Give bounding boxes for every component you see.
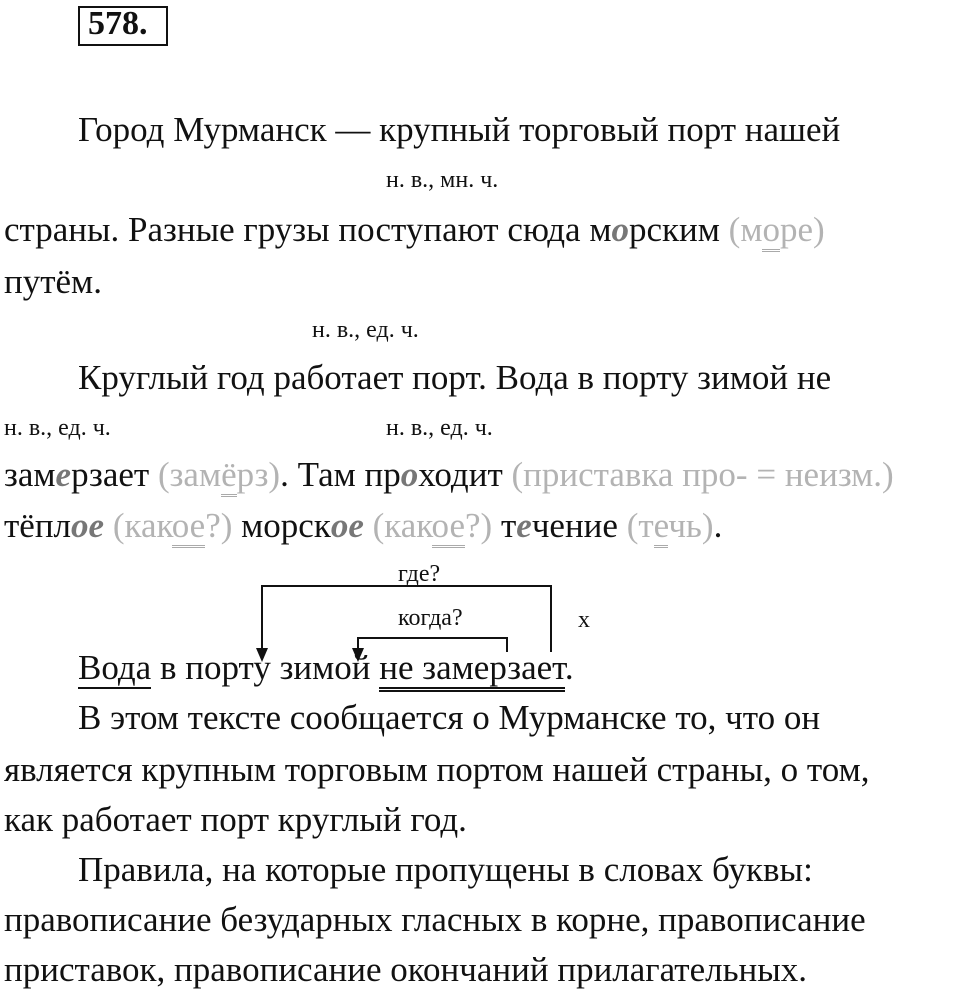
sentence-subject: Вода [78, 648, 152, 687]
text-line-6: тёплое (какое?) морское (какое?) течение (течь). [4, 506, 722, 546]
question-when: когда? [398, 605, 463, 631]
check-word-hint: (замёрз) [158, 455, 280, 497]
text-line-1: Город Мурманск — крупный торговый порт нашей [78, 110, 841, 149]
text-line-2: страны. Разные грузы поступают сюда морским (море) [4, 210, 825, 250]
inserted-letter: о [611, 210, 629, 249]
mark-x: x [578, 607, 590, 633]
check-word-hint: (море) [729, 210, 825, 252]
sentence-predicate: не замерзает [379, 648, 565, 692]
text-line-3: путём. [4, 262, 102, 301]
text-line-4: Круглый год работает порт. Вода в порту зимой не [78, 358, 832, 397]
parsed-sentence: Вода в порту зимой не замерзает. [78, 648, 574, 688]
annotation-case-singular-2: н. в., ед. ч. [4, 415, 111, 441]
annotation-case-singular-1: н. в., ед. ч. [312, 317, 419, 343]
paragraph-2-line-1: Правила, на которые пропущены в словах буквы: [78, 850, 813, 889]
annotation-case-singular-3: н. в., ед. ч. [386, 415, 493, 441]
paragraph-1-line-3: как работает порт круглый год. [4, 800, 467, 839]
paragraph-1-line-1: В этом тексте сообщается о Мурманске то, что он [78, 698, 821, 737]
text-line-5: замерзает (замёрз). Там проходит (приставка про- = неизм.) [4, 455, 894, 495]
question-where: где? [398, 561, 441, 587]
prefix-hint: (приставка про- = неизм.) [511, 455, 894, 494]
annotation-case-plural: н. в., мн. ч. [386, 167, 499, 193]
paragraph-2-line-2: правописание безударных гласных в корне, правописание [4, 900, 866, 939]
paragraph-2-line-3: приставок, правописание окончаний прилагательных. [4, 950, 808, 989]
paragraph-1-line-2: является крупным торговым портом нашей страны, о том, [4, 750, 870, 789]
exercise-number: 578. [88, 5, 148, 42]
